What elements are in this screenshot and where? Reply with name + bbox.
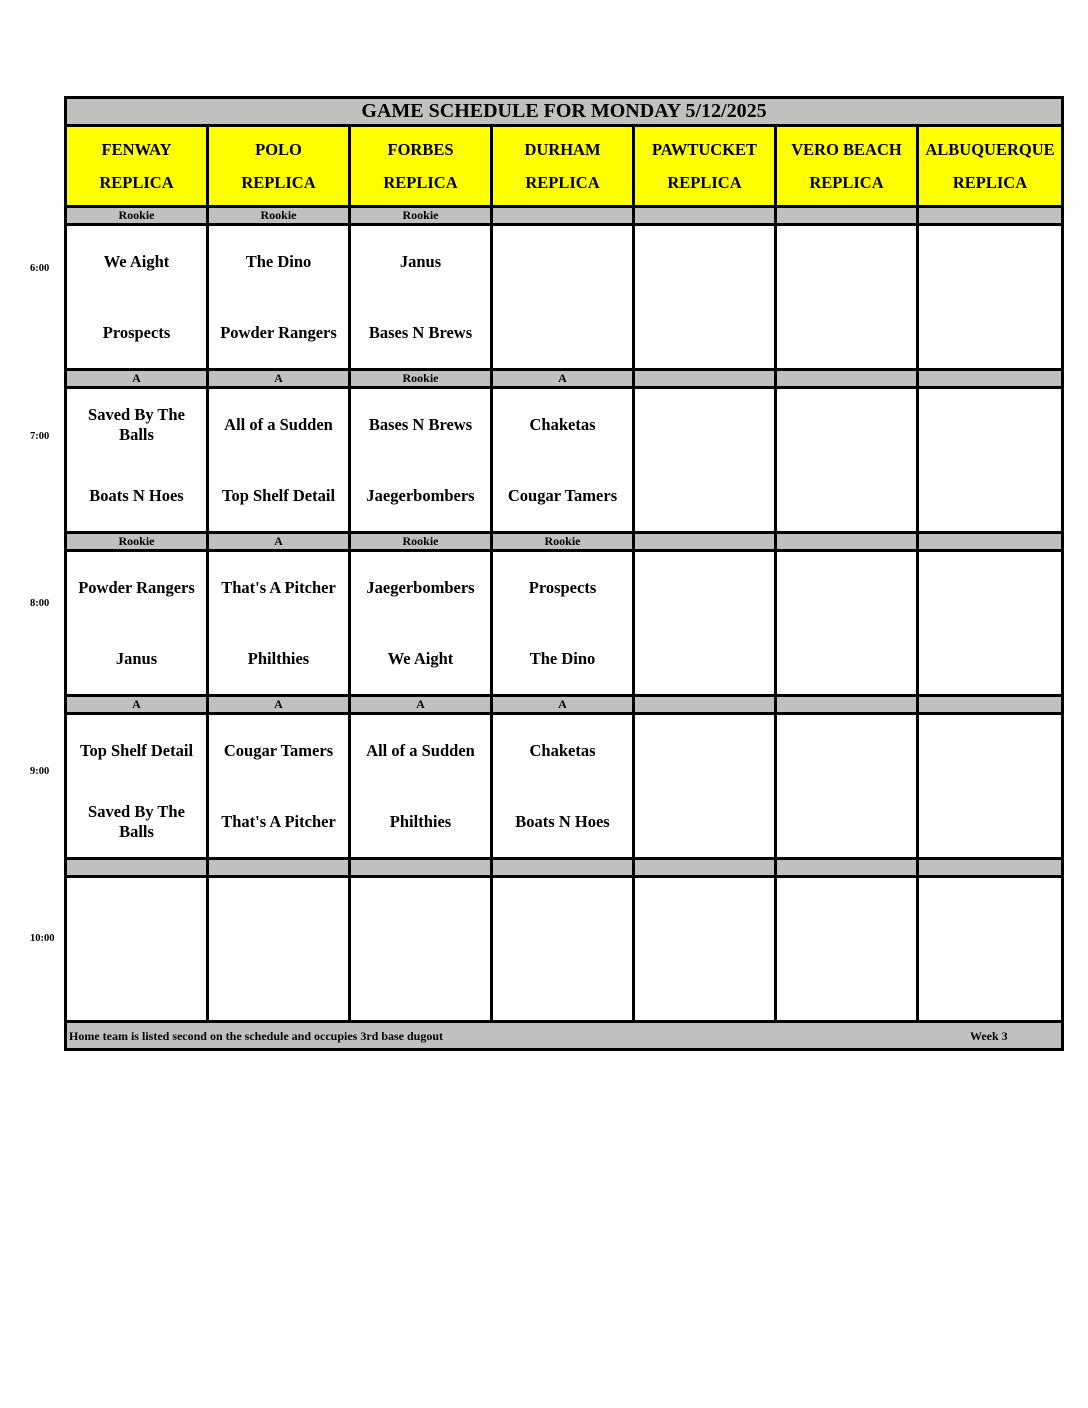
game-cell — [634, 225, 776, 370]
home-team: We Aight — [387, 648, 454, 668]
division-label: A — [350, 696, 492, 714]
home-team: Janus — [115, 648, 158, 668]
away-team — [777, 715, 916, 786]
home-team: Philthies — [247, 648, 310, 668]
away-team — [493, 878, 632, 949]
away-team — [635, 552, 774, 623]
division-label: A — [208, 533, 350, 551]
away-team: All of a Sudden — [366, 740, 475, 760]
division-label — [918, 370, 1063, 388]
home-team: Top Shelf Detail — [221, 485, 336, 505]
division-label — [492, 859, 634, 877]
away-team — [919, 226, 1061, 297]
game-row — [66, 877, 1063, 1022]
division-label — [918, 207, 1063, 225]
game-cell — [634, 551, 776, 696]
game-row — [66, 714, 1063, 859]
division-label: Rookie — [66, 533, 208, 551]
game-cell — [918, 877, 1063, 1022]
game-row — [66, 551, 1063, 696]
game-cell — [350, 225, 492, 370]
away-team: Jaegerbombers — [366, 577, 475, 597]
home-team — [635, 949, 774, 1020]
home-team: Prospects — [102, 322, 171, 342]
home-team — [635, 623, 774, 694]
game-cell — [634, 714, 776, 859]
division-label — [918, 696, 1063, 714]
away-team: Chaketas — [529, 414, 596, 434]
division-row — [66, 370, 1063, 388]
game-cell — [776, 388, 918, 533]
game-cell — [634, 877, 776, 1022]
footer-row — [66, 1022, 1063, 1050]
time-slot-label: 7:00 — [30, 431, 50, 442]
away-team — [67, 878, 206, 949]
game-cell — [350, 388, 492, 533]
field-header — [776, 126, 918, 207]
away-team — [777, 878, 916, 949]
field-header — [634, 126, 776, 207]
away-team — [777, 389, 916, 460]
away-team — [777, 552, 916, 623]
division-label: A — [66, 370, 208, 388]
home-team: Jaegerbombers — [366, 485, 475, 505]
away-team — [919, 552, 1061, 623]
game-cell — [918, 714, 1063, 859]
game-cell — [492, 225, 634, 370]
division-label — [350, 859, 492, 877]
field-header-row — [66, 126, 1063, 207]
schedule-title: GAME SCHEDULE FOR MONDAY 5/12/2025 — [66, 98, 1063, 126]
division-label: A — [492, 370, 634, 388]
division-row — [66, 207, 1063, 225]
game-cell — [776, 551, 918, 696]
game-cell — [66, 877, 208, 1022]
division-label: Rookie — [66, 207, 208, 225]
field-subtitle: REPLICA — [99, 172, 174, 192]
division-label — [634, 533, 776, 551]
away-team — [635, 878, 774, 949]
division-label — [918, 859, 1063, 877]
field-subtitle: REPLICA — [525, 172, 600, 192]
field-header — [350, 126, 492, 207]
division-label — [776, 859, 918, 877]
away-team: Top Shelf Detail — [79, 740, 194, 760]
division-label — [208, 859, 350, 877]
away-team: Chaketas — [529, 740, 596, 760]
game-cell — [208, 551, 350, 696]
game-cell — [918, 388, 1063, 533]
away-team — [919, 878, 1061, 949]
title-row — [66, 98, 1063, 126]
game-cell — [66, 551, 208, 696]
division-label: A — [208, 370, 350, 388]
division-label: Rookie — [492, 533, 634, 551]
field-subtitle: REPLICA — [383, 172, 458, 192]
game-cell — [492, 714, 634, 859]
division-label: Rookie — [350, 533, 492, 551]
field-name: POLO — [255, 139, 302, 159]
game-cell — [66, 714, 208, 859]
away-team: Prospects — [528, 577, 597, 597]
field-header — [492, 126, 634, 207]
division-label: A — [208, 696, 350, 714]
game-cell — [208, 225, 350, 370]
game-cell — [350, 877, 492, 1022]
division-label — [918, 533, 1063, 551]
division-label: Rookie — [350, 370, 492, 388]
field-name: VERO BEACH — [791, 139, 902, 159]
division-label: Rookie — [350, 207, 492, 225]
footer-note: Home team is listed second on the schedule and occupies 3rd base dugout — [69, 1029, 444, 1043]
division-row — [66, 859, 1063, 877]
game-cell — [492, 877, 634, 1022]
home-team — [919, 460, 1061, 531]
home-team — [919, 623, 1061, 694]
game-cell — [208, 388, 350, 533]
home-team — [919, 786, 1061, 857]
field-name: DURHAM — [524, 139, 601, 159]
away-team — [209, 878, 348, 949]
home-team — [777, 949, 916, 1020]
home-team — [209, 949, 348, 1020]
home-team — [493, 949, 632, 1020]
game-row — [66, 225, 1063, 370]
home-team — [777, 786, 916, 857]
away-team: Powder Rangers — [78, 577, 195, 597]
away-team — [777, 226, 916, 297]
division-label — [634, 370, 776, 388]
game-cell — [492, 551, 634, 696]
away-team — [635, 226, 774, 297]
division-label: Rookie — [208, 207, 350, 225]
home-team: Boats N Hoes — [515, 811, 610, 831]
away-team: Saved By The Balls — [88, 404, 185, 444]
game-cell — [776, 225, 918, 370]
division-label — [634, 207, 776, 225]
division-label — [634, 859, 776, 877]
away-team — [919, 389, 1061, 460]
home-team: That's A Pitcher — [221, 811, 336, 831]
division-label — [492, 207, 634, 225]
home-team: Powder Rangers — [220, 322, 337, 342]
week-label: Week 3 — [970, 1029, 1008, 1043]
game-cell — [776, 877, 918, 1022]
division-label — [776, 370, 918, 388]
away-team: We Aight — [103, 251, 170, 271]
field-name: PAWTUCKET — [651, 139, 758, 159]
away-team — [351, 878, 490, 949]
home-team — [351, 949, 490, 1020]
time-slot-label: 9:00 — [30, 766, 50, 777]
away-team: That's A Pitcher — [221, 577, 336, 597]
home-team — [67, 949, 206, 1020]
game-row — [66, 388, 1063, 533]
home-team — [777, 623, 916, 694]
field-header — [918, 126, 1063, 207]
field-subtitle: REPLICA — [809, 172, 884, 192]
field-name: FENWAY — [101, 139, 172, 159]
field-subtitle: REPLICA — [952, 172, 1028, 192]
time-slot-label: 10:00 — [30, 933, 55, 944]
division-label — [776, 533, 918, 551]
game-cell — [350, 551, 492, 696]
division-label — [66, 859, 208, 877]
footer — [66, 1022, 1063, 1050]
away-team — [635, 389, 774, 460]
field-header — [66, 126, 208, 207]
home-team — [493, 297, 632, 368]
game-cell — [208, 714, 350, 859]
home-team: Saved By The Balls — [88, 801, 185, 841]
game-cell — [66, 388, 208, 533]
home-team: Philthies — [389, 811, 452, 831]
division-row — [66, 533, 1063, 551]
division-label — [776, 696, 918, 714]
home-team: Bases N Brews — [368, 322, 473, 342]
game-cell — [208, 877, 350, 1022]
field-subtitle: REPLICA — [667, 172, 742, 192]
away-team: Janus — [399, 251, 442, 271]
division-label: A — [492, 696, 634, 714]
away-team — [493, 226, 632, 297]
schedule-table — [64, 96, 1064, 1051]
home-team — [919, 297, 1061, 368]
away-team: All of a Sudden — [224, 414, 333, 434]
game-cell — [634, 388, 776, 533]
field-header — [208, 126, 350, 207]
away-team: The Dino — [245, 251, 312, 271]
field-name: FORBES — [387, 139, 454, 159]
game-cell — [918, 551, 1063, 696]
home-team — [635, 460, 774, 531]
home-team — [635, 786, 774, 857]
home-team: The Dino — [529, 648, 596, 668]
game-cell — [918, 225, 1063, 370]
field-name: ALBUQUERQUE — [925, 139, 1055, 159]
away-team: Bases N Brews — [368, 414, 473, 434]
home-team — [635, 297, 774, 368]
home-team — [919, 949, 1061, 1020]
game-cell — [350, 714, 492, 859]
home-team — [777, 297, 916, 368]
game-cell — [66, 225, 208, 370]
home-team: Cougar Tamers — [507, 485, 618, 505]
home-team: Boats N Hoes — [89, 485, 184, 505]
away-team — [635, 715, 774, 786]
away-team — [919, 715, 1061, 786]
division-label: A — [66, 696, 208, 714]
time-slot-label: 6:00 — [30, 263, 50, 274]
field-subtitle: REPLICA — [241, 172, 316, 192]
division-row — [66, 696, 1063, 714]
game-cell — [776, 714, 918, 859]
away-team: Cougar Tamers — [223, 740, 334, 760]
time-slot-label: 8:00 — [30, 598, 50, 609]
home-team — [777, 460, 916, 531]
division-label — [776, 207, 918, 225]
division-label — [634, 696, 776, 714]
game-cell — [492, 388, 634, 533]
